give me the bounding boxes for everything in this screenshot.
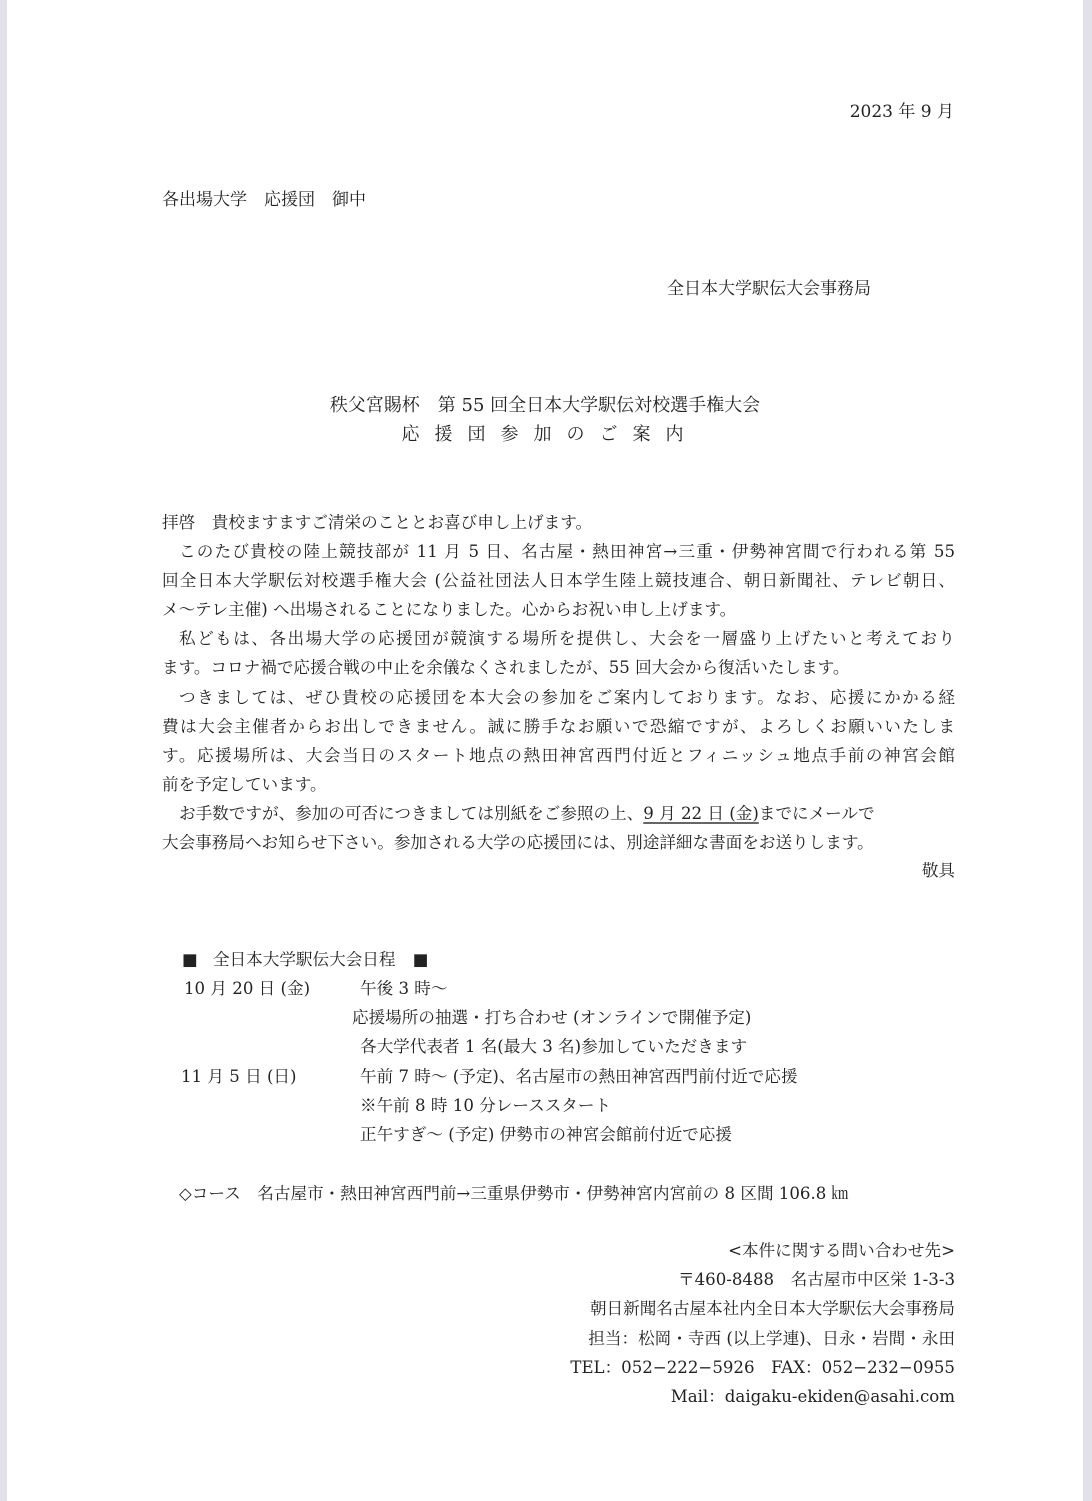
document-page xyxy=(7,0,1083,1501)
paragraph-1-line: メ〜テレ主催) へ出場されることになりました。心からお祝い申し上げます。 xyxy=(162,600,737,619)
paragraph-3-line: 前を予定しています。 xyxy=(162,775,327,794)
schedule-heading xyxy=(182,950,428,970)
greeting: 拝啓 貴校ますますご清栄のこととお喜び申し上げます。 xyxy=(162,513,593,532)
schedule-detail: 午後 3 時〜 xyxy=(360,979,448,998)
document-date: 2023 年 9 月 xyxy=(849,102,954,122)
course-description: ◇コース 名古屋市・熱田神宮西門前→三重県伊勢市・伊勢神宮内宮前の 8 区間 106.8 ㎞ xyxy=(179,1184,849,1203)
square-bullet-icon: ■ xyxy=(182,950,198,969)
viewer-edge-left xyxy=(0,0,7,1501)
schedule-heading-text: 全日本大学駅伝大会日程 xyxy=(212,950,396,969)
closing-word: 敬具 xyxy=(921,861,955,880)
contact-email: Mail：daigaku-ekiden@asahi.com xyxy=(670,1387,955,1406)
paragraph-2-line: 私どもは、各出場大学の応援団が競演する場所を提供し、大会を一層盛り上げたいと考えており xyxy=(179,629,955,648)
paragraph-2-line: ます。コロナ禍で応援合戦の中止を余儀なくされましたが、55 回大会から復活いたします。 xyxy=(162,658,850,677)
document-title: 秩父宮賜杯 第 55 回全日本大学駅伝対校選手権大会 xyxy=(329,395,761,416)
addressee: 各出場大学 応援団 御中 xyxy=(162,190,366,210)
schedule-date: 11 月 5 日 (日) xyxy=(181,1067,297,1086)
contact-staff: 担当：松岡・寺西 (以上学連)、日永・岩間・永田 xyxy=(588,1329,955,1348)
sender: 全日本大学駅伝大会事務局 xyxy=(667,279,871,299)
viewer-edge-right xyxy=(1083,0,1092,1501)
schedule-date: 10 月 20 日 (金) xyxy=(184,979,311,998)
paragraph-4-line: 大会事務局へお知らせ下さい。参加される大学の応援団には、別途詳細な書面をお送りします。 xyxy=(162,833,874,852)
contact-heading: <本件に関する問い合わせ先> xyxy=(728,1241,955,1260)
paragraph-3-line: つきましては、ぜひ貴校の応援団を本大会の参加をご案内しております。なお、応援にかかる経 xyxy=(179,688,955,707)
contact-office: 朝日新聞名古屋本社内全日本大学駅伝大会事務局 xyxy=(589,1299,955,1318)
contact-address: 〒460-8488 名古屋市中区栄 1-3-3 xyxy=(677,1270,955,1289)
paragraph-3-line: す。応援場所は、大会当日のスタート地点の熱田神宮西門付近とフィニッシュ地点手前の神宮会館 xyxy=(162,746,955,765)
paragraph-1-line: このたび貴校の陸上競技部が 11 月 5 日、名古屋・熱田神宮→三重・伊勢神宮間で行われる第 55 xyxy=(179,542,955,561)
paragraph-4-text: までにメールで xyxy=(758,804,875,823)
schedule-detail: ※午前 8 時 10 分レーススタート xyxy=(360,1096,612,1115)
paragraph-3-line: 費は大会主催者からお出しできません。誠に勝手なお願いで恐縮ですが、よろしくお願いいたしま xyxy=(162,717,955,736)
schedule-detail: 正午すぎ〜 (予定) 伊勢市の神宮会館前付近で応援 xyxy=(360,1125,732,1144)
square-bullet-icon: ■ xyxy=(412,950,429,969)
contact-phone-fax: TEL：052−222−5926 FAX：052−232−0955 xyxy=(570,1358,955,1377)
paragraph-1-line: 回全日本大学駅伝対校選手権大会 (公益社団法人日本学生陸上競技連合、朝日新聞社、テレビ朝日、 xyxy=(162,571,955,590)
reply-deadline: 9 月 22 日 (金) xyxy=(643,804,759,823)
schedule-detail: 各大学代表者 1 名(最大 3 名)参加していただきます xyxy=(360,1037,748,1056)
paragraph-4-text: お手数ですが、参加の可否につきましては別紙をご参照の上、 xyxy=(179,804,644,823)
schedule-detail: 午前 7 時〜 (予定)、名古屋市の熱田神宮西門前付近で応援 xyxy=(360,1067,798,1086)
paragraph-4-line xyxy=(162,804,955,824)
document-subtitle: 応援団参加のご案内 xyxy=(401,424,699,445)
schedule-detail: 応援場所の抽選・打ち合わせ (オンラインで開催予定) xyxy=(352,1008,752,1027)
